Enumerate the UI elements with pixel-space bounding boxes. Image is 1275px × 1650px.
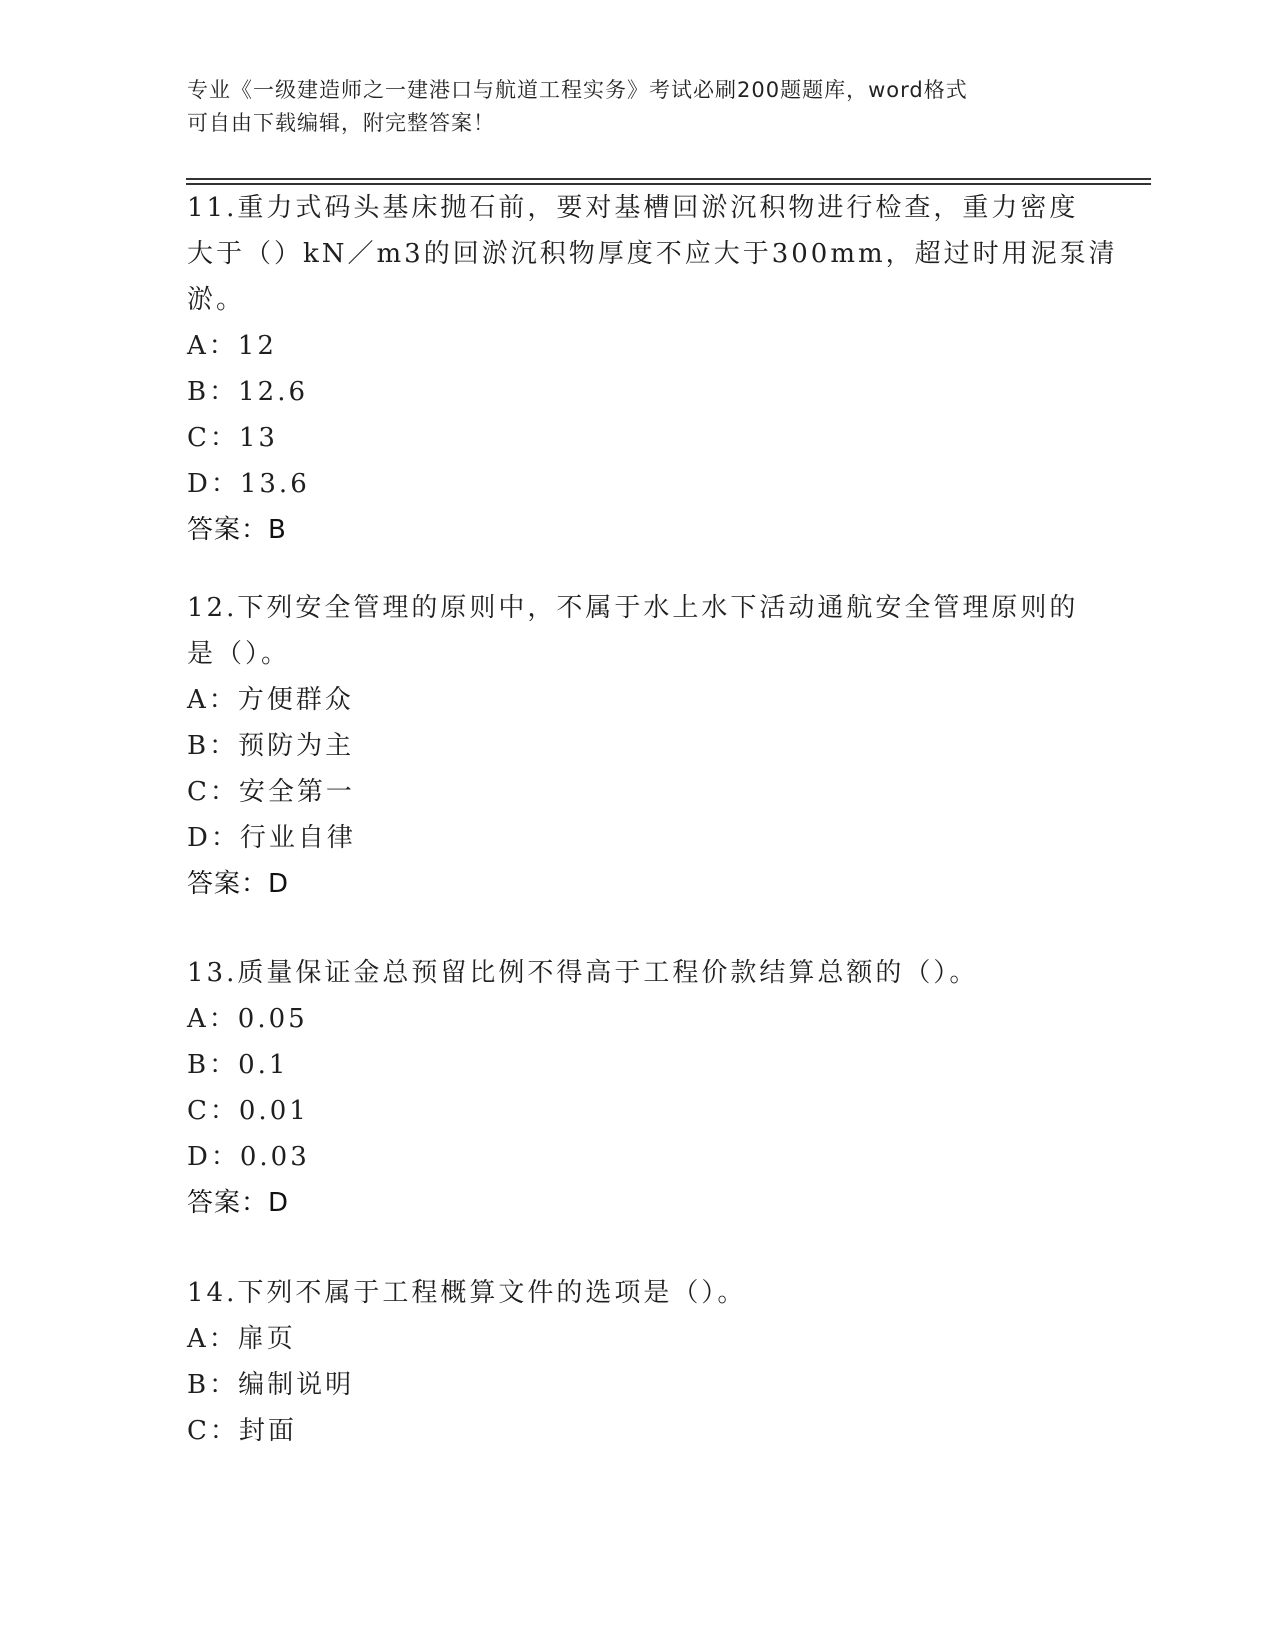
option-b: B：0.1 (187, 1050, 289, 1080)
option-d: D：0.03 (187, 1142, 310, 1172)
option-a: A：0.05 (187, 1004, 308, 1034)
question-12 (187, 585, 1087, 907)
document-header (187, 74, 1067, 140)
option-a: A：扉页 (187, 1324, 296, 1354)
option-c: C：13 (187, 423, 278, 453)
option-b: B：12.6 (187, 377, 308, 407)
option-c: C：安全第一 (187, 777, 355, 807)
question-stem (187, 950, 1087, 996)
answer: 答案：D (187, 1188, 290, 1218)
answer: 答案：D (187, 869, 290, 899)
question-stem (187, 1270, 1087, 1316)
option-b: B：预防为主 (187, 731, 355, 761)
option-b: B：编制说明 (187, 1370, 355, 1400)
header-line-2: 可自由下载编辑，附完整答案！ (187, 111, 495, 135)
stem-line: 13.质量保证金总预留比例不得高于工程价款结算总额的（）。 (187, 958, 979, 988)
stem-line: 是（）。 (187, 639, 291, 669)
stem-line: 11.重力式码头基床抛石前，要对基槽回淤沉积物进行检查，重力密度 (187, 193, 1079, 223)
question-13 (187, 950, 1087, 1226)
question-stem (187, 185, 1118, 323)
stem-line: 14.下列不属于工程概算文件的选项是（）。 (187, 1278, 747, 1308)
question-14 (187, 1270, 1087, 1454)
question-stem (187, 585, 1087, 677)
option-a: A：12 (187, 331, 277, 361)
stem-line: 大于（）kN／m3的回淤沉积物厚度不应大于300mm，超过时用泥泵清 (187, 239, 1118, 269)
option-c: C：0.01 (187, 1096, 309, 1126)
stem-line: 12.下列安全管理的原则中，不属于水上水下活动通航安全管理原则的 (187, 593, 1079, 623)
question-11 (187, 185, 1118, 553)
stem-line: 淤。 (187, 285, 246, 315)
header-divider-top (186, 178, 1151, 180)
option-d: D：13.6 (187, 469, 310, 499)
answer: 答案：B (187, 515, 287, 545)
option-a: A：方便群众 (187, 685, 354, 715)
header-line-1: 专业《一级建造师之一建港口与航道工程实务》考试必刷200题题库，word格式 (187, 78, 968, 102)
option-d: D：行业自律 (187, 823, 356, 853)
option-c: C：封面 (187, 1416, 297, 1446)
